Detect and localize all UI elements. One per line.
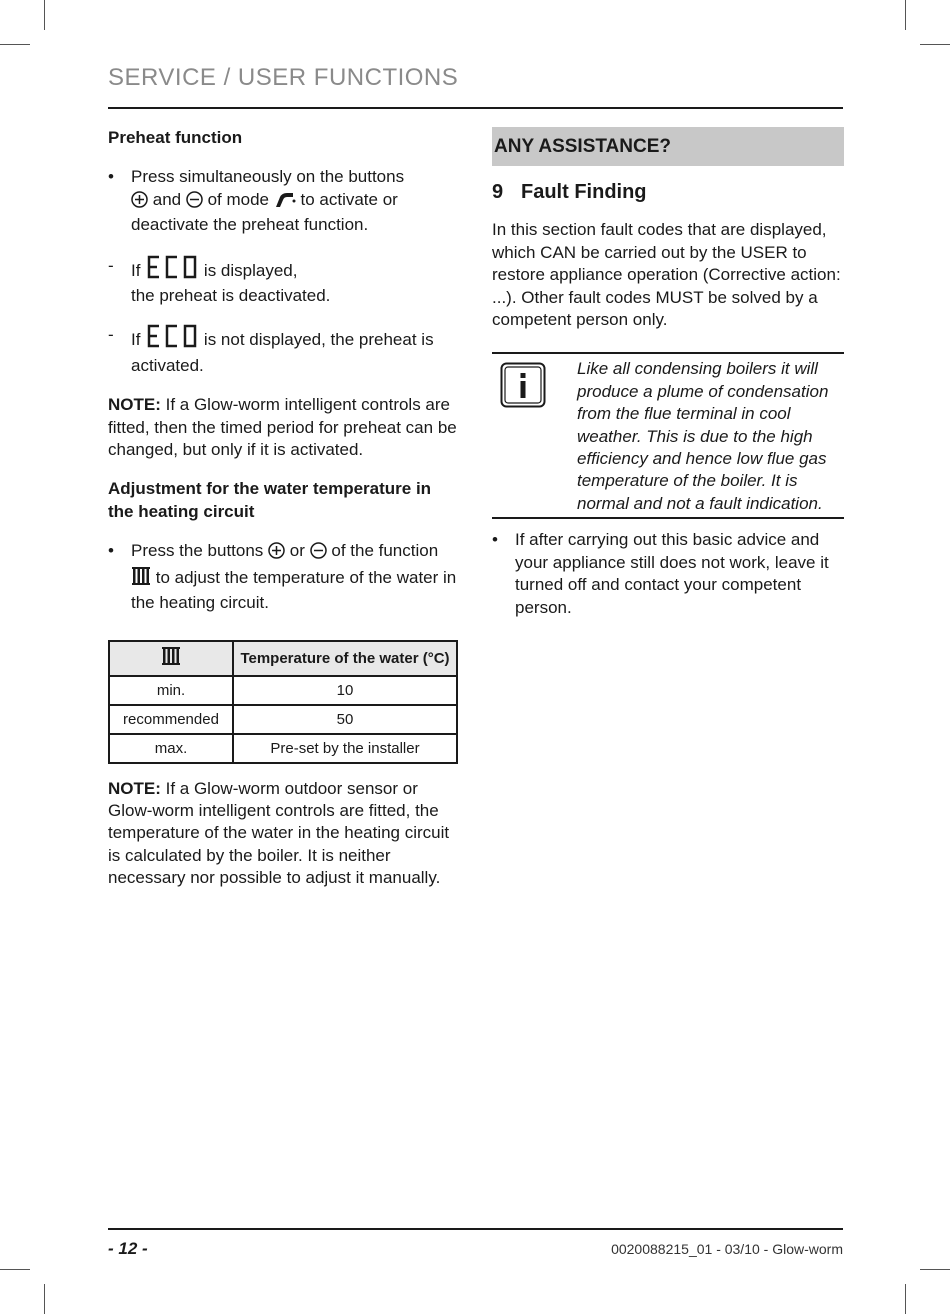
temperature-table [108, 640, 458, 764]
fault-intro: In this section fault codes that are displayed, which CAN be carried out by the USER to restore appliance operation (Corrective action: ...). Other fault codes MUST be solved by a competent person only. [492, 220, 841, 330]
note-text: If a Glow-worm outdoor sensor or Glow-worm intelligent controls are fitted, the temperature of the water in the heating circuit is calculated by the boiler. It is neither necessary nor possible to adjust it manually. [108, 778, 450, 888]
minus-circle-icon [186, 191, 203, 214]
header-rule [108, 107, 843, 109]
section-title: Fault Finding [521, 181, 647, 203]
crop-mark [44, 1284, 45, 1314]
preheat-text-prefix: Press simultaneously on the buttons [131, 167, 405, 187]
crop-mark [920, 1269, 950, 1270]
fault-bullet [492, 529, 844, 619]
eco-display-icon [147, 324, 197, 354]
minus-circle-icon [310, 542, 327, 565]
eco-not-displayed-text: is not displayed, the preheat is [203, 330, 434, 350]
radiator-header-cell [109, 641, 233, 676]
tap-icon [274, 191, 296, 214]
radiator-icon [161, 653, 181, 670]
adjust-text-prefix: Press the buttons [131, 541, 264, 561]
eco-not-displayed-item [108, 324, 460, 377]
dash-mark: - [108, 325, 114, 345]
adjust-text-suffix: to adjust the temperature of the water in the heating circuit. [131, 567, 457, 613]
note-preheat [108, 394, 460, 461]
document-code: 0020088215_01 - 03/10 - Glow-worm [611, 1241, 843, 1257]
preheat-heading: Preheat function [108, 128, 243, 147]
page-header-title: SERVICE / USER FUNCTIONS [108, 64, 459, 91]
row-value: Pre-set by the installer [233, 734, 457, 763]
crop-mark [0, 1269, 30, 1270]
preheat-text-suffix: to activate or deactivate the preheat function. [131, 189, 398, 235]
mode-text: of mode [207, 189, 270, 209]
crop-mark [905, 1284, 906, 1314]
note-text: If a Glow-worm intelligent controls are fitted, then the timed period for preheat can be changed, but only if it is activated. [108, 395, 457, 460]
temperature-header-cell: Temperature of the water (°C) [233, 641, 457, 676]
if-text: If [131, 330, 141, 350]
plus-circle-icon [131, 191, 148, 214]
info-icon [500, 362, 546, 413]
adjust-bullet [108, 540, 460, 614]
table-row [109, 734, 457, 763]
of-the-function-text: of the function [331, 541, 439, 561]
note-label: NOTE: [108, 395, 161, 415]
eco-displayed-item [108, 255, 460, 308]
preheat-bullet [108, 166, 460, 236]
crop-mark [0, 44, 30, 45]
bullet-mark: • [492, 530, 498, 550]
if-text: If [131, 260, 141, 280]
eco-displayed-line2: the preheat is deactivated. [131, 286, 331, 306]
right-column [492, 125, 844, 619]
eco-displayed-text: is displayed, [203, 260, 298, 280]
section-heading [492, 181, 844, 203]
assistance-banner: ANY ASSISTANCE? [492, 127, 844, 166]
plus-circle-icon [268, 542, 285, 565]
note-label: NOTE: [108, 778, 161, 798]
table-row [109, 676, 457, 705]
row-label: recommended [109, 705, 233, 734]
eco-display-icon [147, 255, 197, 285]
crop-mark [905, 0, 906, 30]
info-note-box [492, 352, 844, 519]
crop-mark [44, 0, 45, 30]
row-value: 10 [233, 676, 457, 705]
crop-mark [920, 44, 950, 45]
bullet-mark: • [108, 541, 114, 561]
row-value: 50 [233, 705, 457, 734]
radiator-icon [131, 566, 151, 592]
left-column [108, 125, 460, 890]
note-outdoor-sensor [108, 778, 460, 890]
table-header-row [109, 641, 457, 676]
table-row [109, 705, 457, 734]
footer-rule [108, 1228, 843, 1230]
bullet-mark: • [108, 167, 114, 187]
page-number: - 12 - [108, 1239, 148, 1258]
row-label: min. [109, 676, 233, 705]
dash-mark: - [108, 255, 114, 275]
row-label: max. [109, 734, 233, 763]
info-note-text: Like all condensing boilers it will produce a plume of condensation from the flue terminal in cool weather. This is due to the high efficiency and hence low flue gas temperature of the boiler. It is normal and not a fault indication. [577, 359, 829, 513]
or-text: or [289, 541, 305, 561]
adjust-heading: Adjustment for the water temperature in the heating circuit [108, 479, 432, 521]
and-text: and [152, 189, 182, 209]
fault-bullet-text: If after carrying out this basic advice and your appliance still does not work, leave it turned off and contact your competent person. [515, 530, 829, 617]
section-number: 9 [492, 181, 504, 203]
eco-not-displayed-line2: activated. [131, 355, 204, 375]
